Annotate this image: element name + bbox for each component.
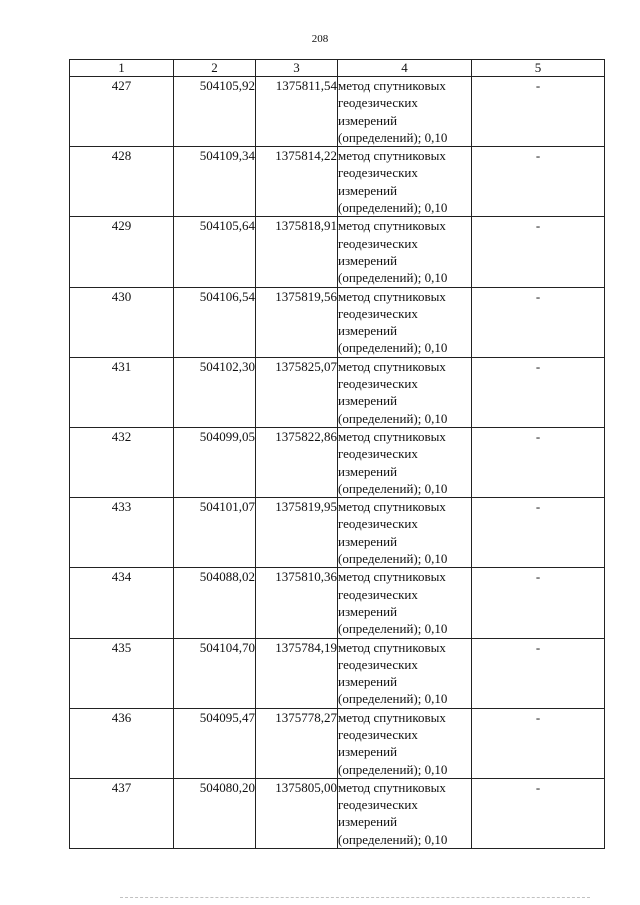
table-row [70,708,605,778]
point-number-cell: 430 [70,287,174,357]
method-description-line: метод спутниковых [338,358,446,374]
y-coordinate-cell: 1375784,19 [256,638,338,708]
point-number-cell: 434 [70,568,174,638]
table-row [70,287,605,357]
table-row [70,638,605,708]
y-coordinate-cell: 1375814,22 [256,147,338,217]
method-description-line: (определений); 0,10 [338,551,448,567]
method-description-line: метод спутниковых [338,569,446,585]
method-description-line: (определений); 0,10 [338,270,448,286]
column-header: 5 [472,60,605,77]
method-description-line: измерений [338,744,398,760]
table-row [70,357,605,427]
method-description-line: измерений [338,603,398,619]
x-coordinate-cell: 504102,30 [174,357,256,427]
column-header: 4 [338,60,472,77]
method-description-cell [338,568,472,638]
note-cell: - [472,778,605,848]
method-description-line: геодезических [338,516,418,532]
method-description-line: (определений); 0,10 [338,340,448,356]
method-description-cell [338,217,472,287]
note-cell: - [472,427,605,497]
method-description-line: метод спутниковых [338,428,446,444]
method-description-line: геодезических [338,797,418,813]
method-description-cell [338,638,472,708]
method-description-cell [338,357,472,427]
x-coordinate-cell: 504080,20 [174,778,256,848]
x-coordinate-cell: 504088,02 [174,568,256,638]
table-row [70,217,605,287]
method-description-cell [338,498,472,568]
point-number-cell: 427 [70,77,174,147]
method-description-line: метод спутниковых [338,499,446,515]
method-description-line: (определений); 0,10 [338,480,448,496]
point-number-cell: 429 [70,217,174,287]
method-description-line: измерений [338,533,398,549]
method-description-line: метод спутниковых [338,218,446,234]
coordinates-table [69,59,605,849]
page-number: 208 [311,33,329,45]
method-description-line: геодезических [338,305,418,321]
x-coordinate-cell: 504104,70 [174,638,256,708]
method-description-line: измерений [338,463,398,479]
method-description-line: (определений); 0,10 [338,410,448,426]
y-coordinate-cell: 1375818,91 [256,217,338,287]
x-coordinate-cell: 504109,34 [174,147,256,217]
note-cell: - [472,217,605,287]
method-description-line: геодезических [338,656,418,672]
method-description-line: (определений); 0,10 [338,200,448,216]
note-cell: - [472,357,605,427]
method-description-line: метод спутниковых [338,779,446,795]
point-number-cell: 428 [70,147,174,217]
y-coordinate-cell: 1375805,00 [256,778,338,848]
table-row [70,147,605,217]
method-description-line: геодезических [338,95,418,111]
method-description-line: измерений [338,323,398,339]
table-row [70,568,605,638]
x-coordinate-cell: 504099,05 [174,427,256,497]
method-description-cell [338,77,472,147]
column-header: 1 [70,60,174,77]
point-number-cell: 432 [70,427,174,497]
point-number-cell: 435 [70,638,174,708]
method-description-line: (определений); 0,10 [338,831,448,847]
x-coordinate-cell: 504095,47 [174,708,256,778]
method-description-line: метод спутниковых [338,639,446,655]
column-header: 2 [174,60,256,77]
table-row [70,427,605,497]
table-row [70,778,605,848]
method-description-line: измерений [338,252,398,268]
note-cell: - [472,77,605,147]
point-number-cell: 431 [70,357,174,427]
note-cell: - [472,568,605,638]
point-number-cell: 436 [70,708,174,778]
note-cell: - [472,498,605,568]
method-description-line: измерений [338,674,398,690]
note-cell: - [472,287,605,357]
method-description-line: (определений); 0,10 [338,761,448,777]
method-description-line: геодезических [338,586,418,602]
y-coordinate-cell: 1375811,54 [256,77,338,147]
table-header-row [70,60,605,77]
y-coordinate-cell: 1375825,07 [256,357,338,427]
method-description-line: геодезических [338,376,418,392]
point-number-cell: 437 [70,778,174,848]
method-description-cell [338,708,472,778]
y-coordinate-cell: 1375819,95 [256,498,338,568]
y-coordinate-cell: 1375822,86 [256,427,338,497]
method-description-line: измерений [338,182,398,198]
method-description-cell [338,778,472,848]
method-description-line: (определений); 0,10 [338,621,448,637]
method-description-line: метод спутниковых [338,148,446,164]
x-coordinate-cell: 504105,92 [174,77,256,147]
method-description-line: (определений); 0,10 [338,691,448,707]
method-description-line: измерений [338,112,398,128]
x-coordinate-cell: 504106,54 [174,287,256,357]
method-description-line: геодезических [338,235,418,251]
method-description-line: геодезических [338,165,418,181]
method-description-cell [338,287,472,357]
table-row [70,498,605,568]
y-coordinate-cell: 1375819,56 [256,287,338,357]
method-description-line: измерений [338,393,398,409]
method-description-cell [338,147,472,217]
table-row [70,77,605,147]
column-header: 3 [256,60,338,77]
method-description-line: (определений); 0,10 [338,129,448,145]
point-number-cell: 433 [70,498,174,568]
note-cell: - [472,638,605,708]
method-description-line: метод спутниковых [338,78,446,93]
method-description-line: метод спутниковых [338,709,446,725]
table-body [70,77,605,849]
note-cell: - [472,147,605,217]
y-coordinate-cell: 1375778,27 [256,708,338,778]
method-description-line: геодезических [338,446,418,462]
x-coordinate-cell: 504105,64 [174,217,256,287]
method-description-line: геодезических [338,726,418,742]
note-cell: - [472,708,605,778]
y-coordinate-cell: 1375810,36 [256,568,338,638]
method-description-line: метод спутниковых [338,288,446,304]
method-description-cell [338,427,472,497]
method-description-line: измерений [338,814,398,830]
x-coordinate-cell: 504101,07 [174,498,256,568]
scan-artifact [120,897,590,902]
